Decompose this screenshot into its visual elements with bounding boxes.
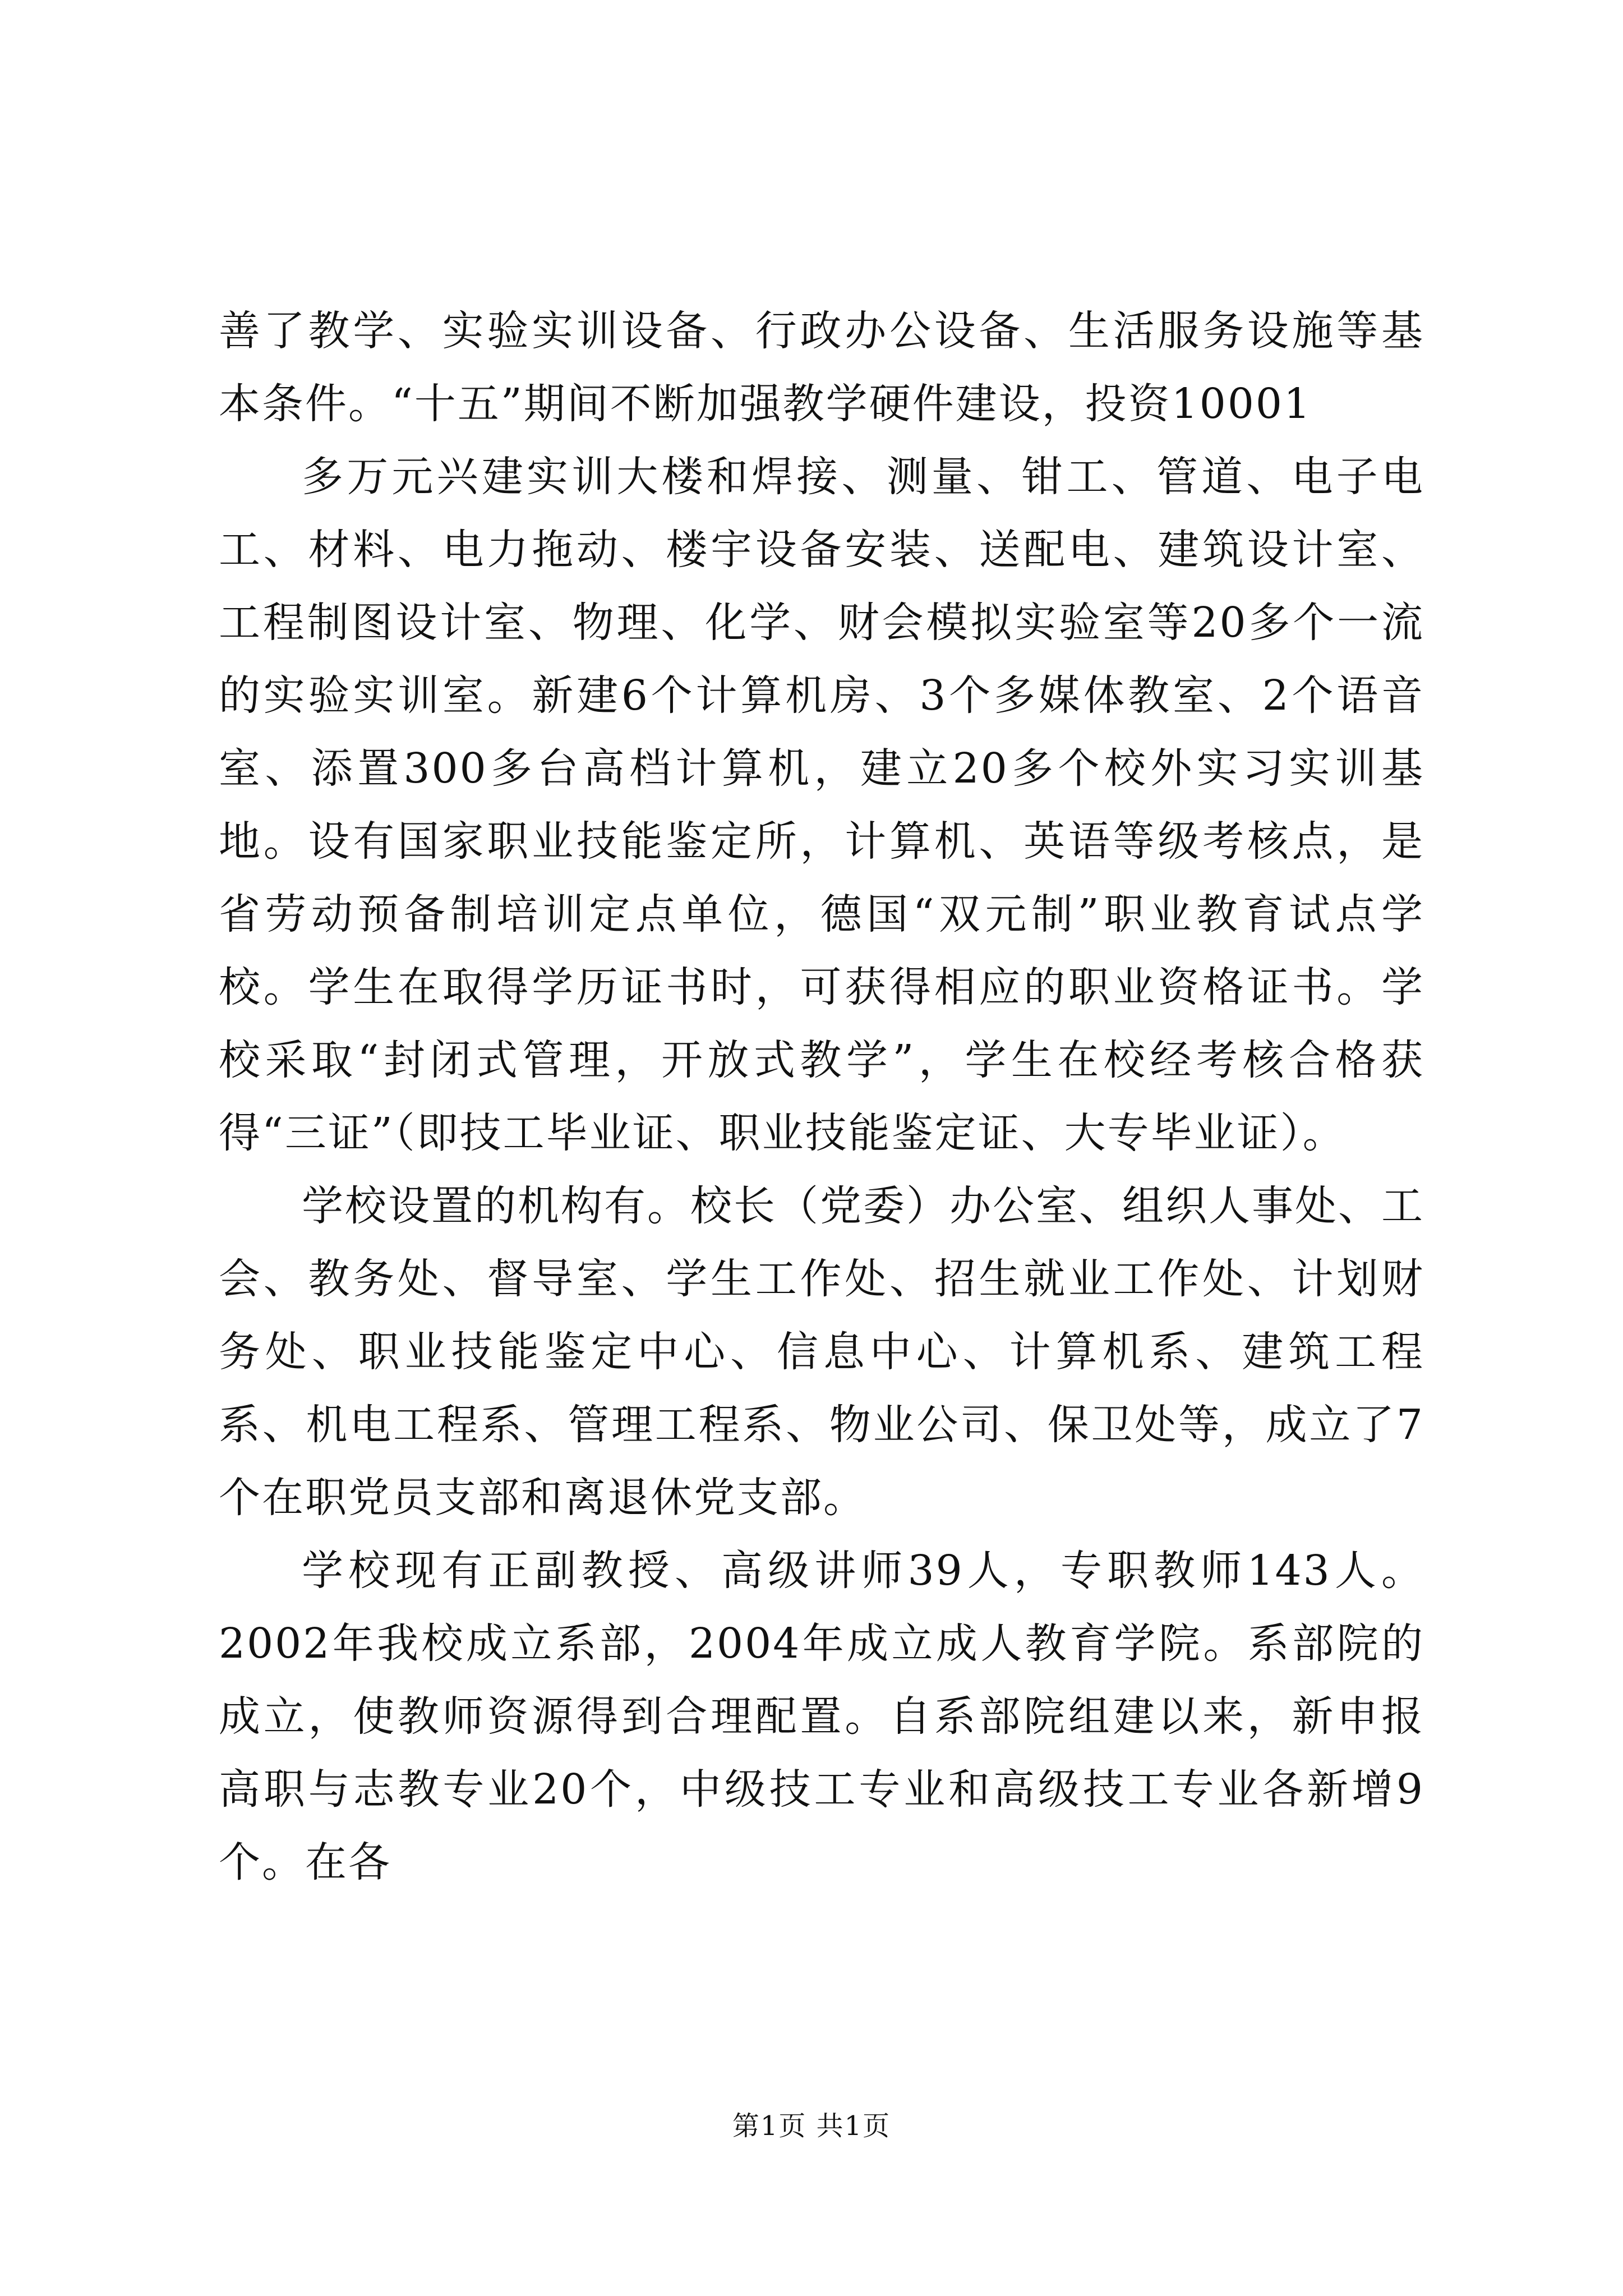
- paragraph-4: 学校现有正副教授、高级讲师39人，专职教师143人。2002年我校成立系部，2004年成立成人教育学院。系部院的成立，使教师资源得到合理配置。自系部院组建以来，新申报高职与志教专业20个，中级技工专业和高级技工专业各新增9个。在各: [219, 1547, 1424, 1887]
- paragraph-2: 多万元兴建实训大楼和焊接、测量、钳工、管道、电子电工、材料、电力拖动、楼宇设备安装、送配电、建筑设计室、工程制图设计室、物理、化学、财会模拟实验室等20多个一流的实验实训室。新建6个计算机房、3个多媒体教室、2个语音室、添置300多台高档计算机，建立20多个校外实习实训基地。设有国家职业技能鉴定所，计算机、英语等级考核点，是省劳动预备制培训定点单位，德国“双元制”职业教育试点学校。学生在取得学历证书时，可获得相应的职业资格证书。学校采取“封闭式管理，开放式教学”，学生在校经考核合格获得“三证”（即技工毕业证、职业技能鉴定证、大专毕业证）。: [219, 453, 1424, 1157]
- page-footer: 第1页 共1页: [732, 2110, 891, 2142]
- paragraph-3: 学校设置的机构有。校长（党委）办公室、组织人事处、工会、教务处、督导室、学生工作处、招生就业工作处、计划财务处、职业技能鉴定中心、信息中心、计算机系、建筑工程系、机电工程系、管理工程系、物业公司、保卫处等，成立了7个在职党员支部和离退休党支部。: [219, 1182, 1424, 1522]
- document-body: [219, 295, 1424, 1899]
- paragraph-1: 善了教学、实验实训设备、行政办公设备、生活服务设施等基本条件。“十五”期间不断加强教学硬件建设，投资10001: [219, 307, 1424, 428]
